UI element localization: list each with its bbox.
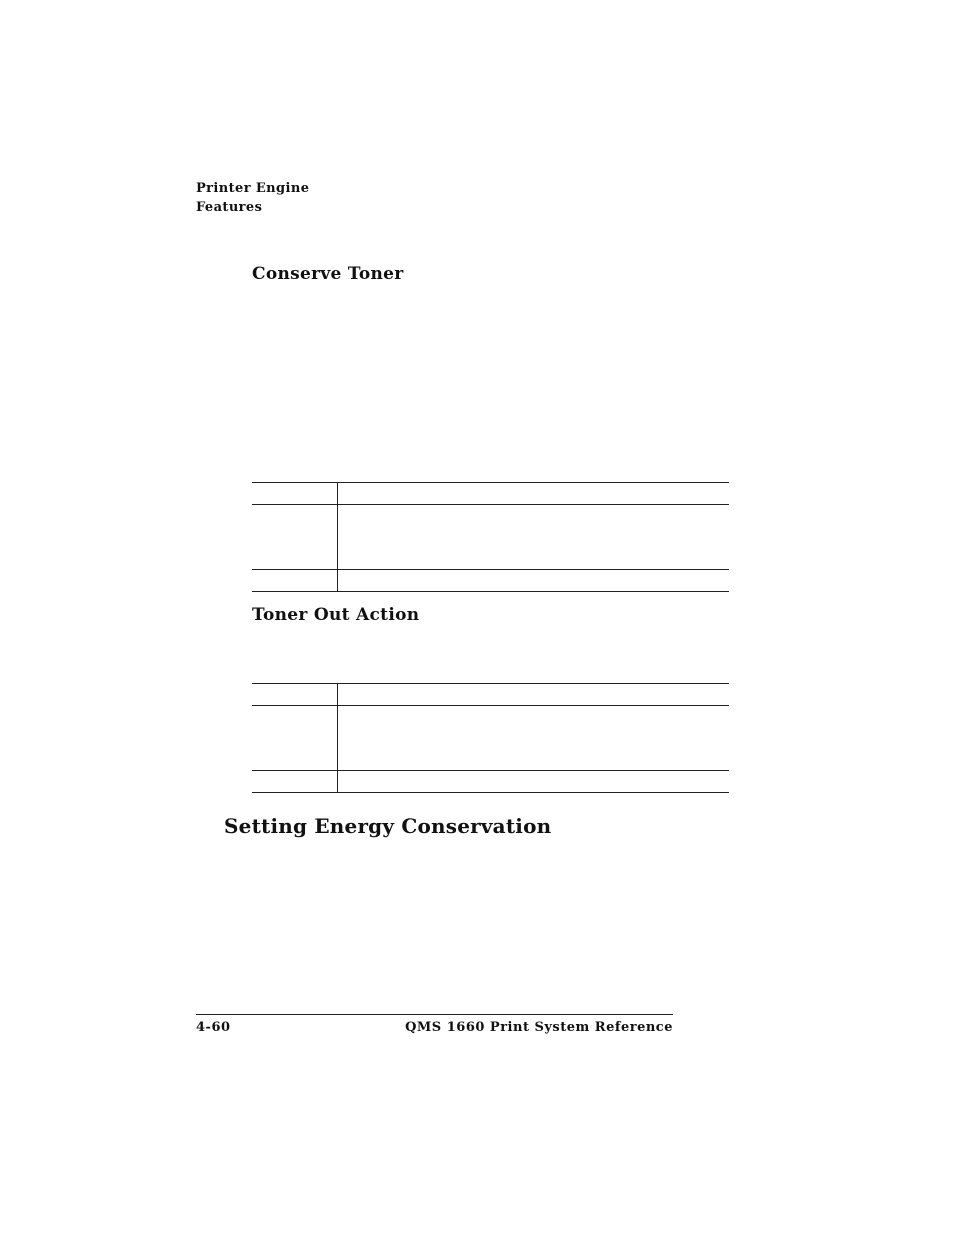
table-rule-bottom [252,591,729,592]
table-rule-header [252,504,729,505]
page-number: 4-60 [196,1020,231,1035]
running-head-chapter: Printer Engine [196,181,310,196]
table-rule-row [252,770,729,771]
running-head [196,179,309,217]
table-rule-row [252,569,729,570]
footer-rule [196,1014,673,1015]
table-column-divider [337,482,338,591]
table-column-divider [337,683,338,792]
conserve-toner-heading: Conserve Toner [252,264,404,284]
table-rule-top [252,683,729,684]
table-rule-header [252,705,729,706]
setting-energy-conservation-heading: Setting Energy Conservation [224,814,552,838]
conserve-toner-table [252,482,729,592]
table-rule-bottom [252,792,729,793]
toner-out-action-table [252,683,729,793]
table-rule-top [252,482,729,483]
toner-out-action-heading: Toner Out Action [252,605,420,625]
document-title: QMS 1660 Print System Reference [405,1020,673,1035]
running-head-section: Features [196,200,263,215]
